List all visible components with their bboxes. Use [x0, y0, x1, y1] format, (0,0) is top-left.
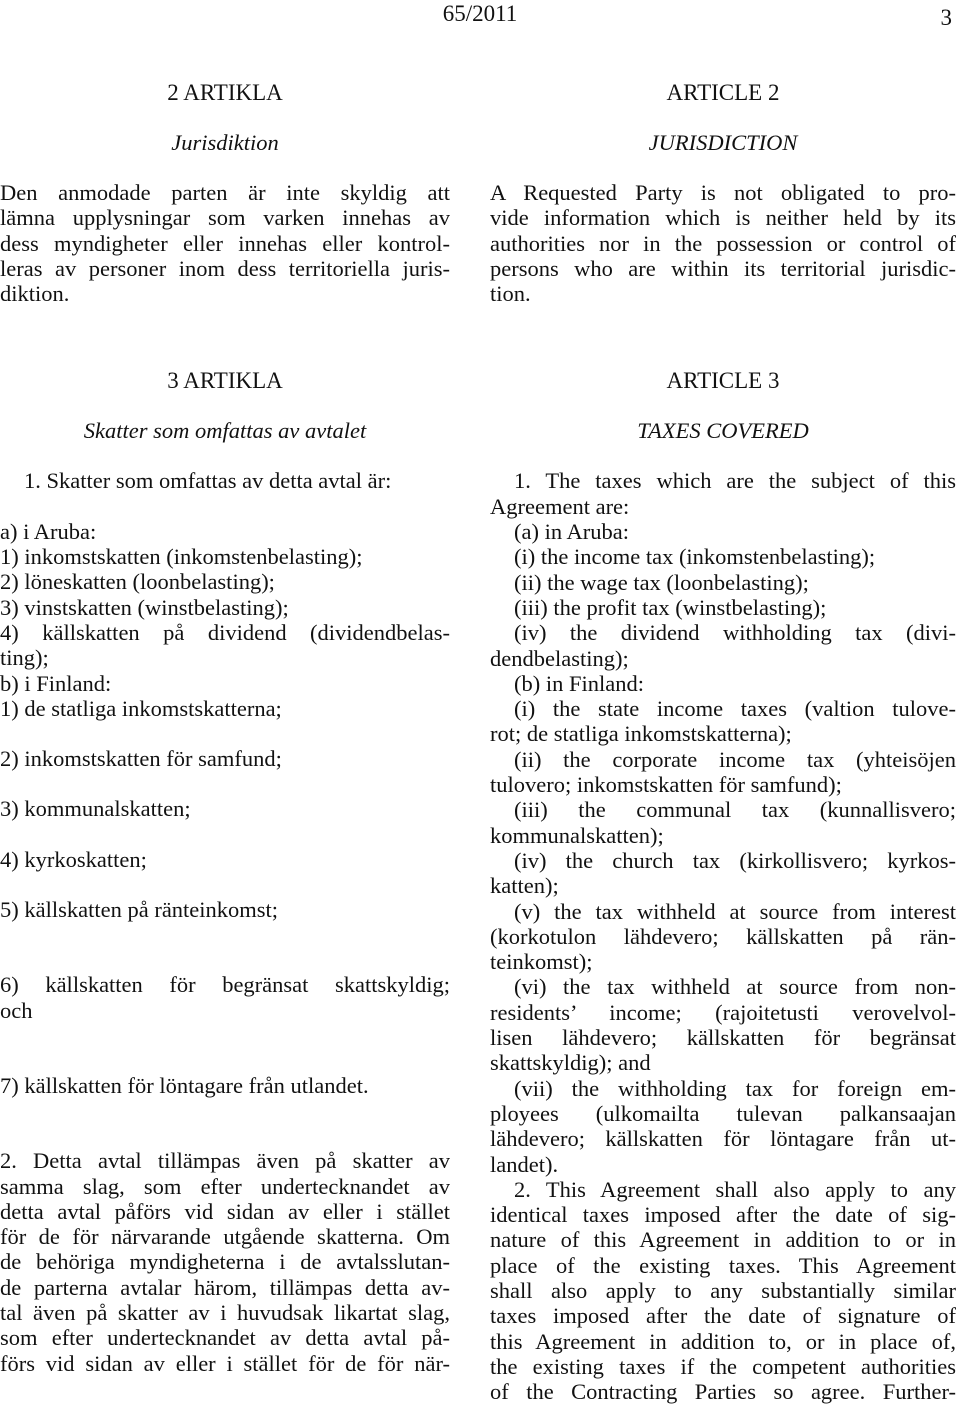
- text-line: 2. Detta avtal tillämpas även på skatter av: [0, 1148, 450, 1174]
- text-line: the existing taxes if the competent authorities: [490, 1353, 956, 1379]
- article-3-body-sv: [0, 468, 450, 1375]
- text-line: shall also apply to any substantially similar: [490, 1277, 956, 1303]
- list-item: (iv) the dividend withholding tax (divi-: [514, 620, 956, 646]
- list-item-cont: och: [0, 997, 33, 1023]
- text-line: nature of this Agreement in addition to or in: [490, 1227, 956, 1253]
- text-line: förs vid sidan av eller i stället för de för när-: [0, 1350, 450, 1376]
- article-2-body-en: [490, 180, 956, 306]
- text-line: som efter undertecknandet av detta avtal på-: [0, 1325, 450, 1351]
- page-number: 3: [940, 5, 952, 30]
- text-line: A Requested Party is not obligated to pro-: [490, 180, 956, 205]
- text-line: Agreement are:: [490, 493, 630, 519]
- article-3-subheading-en: TAXES COVERED: [637, 418, 809, 444]
- article-3-heading-en: ARTICLE 3: [666, 368, 780, 394]
- list-item: (iii) the profit tax (winstbelasting);: [514, 594, 827, 620]
- article-2-subheading-en: JURISDICTION: [648, 130, 798, 155]
- list-item: 2) inkomstskatten för samfund;: [0, 746, 282, 772]
- article-2-heading-en: ARTICLE 2: [666, 80, 780, 105]
- text-line: lämna upplysningar som varken innehas av: [0, 205, 450, 231]
- article-3-heading-sv: 3 ARTIKLA: [167, 368, 283, 394]
- list-item-cont: ployees (ulkomailta tulevan palkansaajan: [490, 1100, 956, 1126]
- list-item-cont: residents’ income; (rajoitetusti verovelvol-: [490, 999, 956, 1025]
- paragraph-1-intro: 1. The taxes which are the subject of this: [514, 468, 956, 494]
- list-item: (ii) the corporate income tax (yhteisöjen: [514, 746, 956, 772]
- list-item: (vi) the tax withheld at source from non-: [514, 974, 956, 1000]
- list-item-cont: lisen lähdevero; källskatten för begränsat: [490, 1025, 956, 1051]
- list-item-cont: (korkotulon lähdevero; källskatten på rän-: [490, 923, 956, 949]
- english-column: [490, 80, 956, 1404]
- list-item-cont: landet).: [490, 1151, 559, 1177]
- article-2-heading-sv: 2 ARTIKLA: [167, 80, 283, 105]
- list-item: 6) källskatten för begränsat skattskyldig;: [0, 972, 450, 998]
- list-item-cont: teinkomst);: [490, 949, 593, 975]
- text-line: 2. This Agreement shall also apply to any: [514, 1176, 956, 1202]
- list-item-cont: tulovero; inkomstskatten för samfund);: [490, 772, 842, 798]
- list-item: (ii) the wage tax (loonbelasting);: [514, 569, 809, 595]
- list-item: 5) källskatten på ränteinkomst;: [0, 897, 279, 923]
- finland-heading: b) i Finland:: [0, 670, 112, 696]
- list-item-cont: rot; de statliga inkomstskatterna);: [490, 721, 792, 747]
- swedish-column: [0, 80, 450, 1376]
- list-item: ting);: [0, 645, 49, 671]
- list-item-cont: lähdevero; källskatten för löntagare från ut-: [490, 1126, 956, 1152]
- text-line: detta avtal påförs vid sidan av eller i stället: [0, 1198, 450, 1224]
- list-item-cont: kommunalskatten);: [490, 822, 664, 848]
- text-line: tal även på skatter av i huvudsak likartat slag,: [0, 1300, 450, 1326]
- article-2-body-sv: [0, 180, 450, 306]
- text-line: samma slag, som efter undertecknandet av: [0, 1173, 450, 1199]
- list-item: 4) kyrkoskatten;: [0, 846, 147, 872]
- list-item: (v) the tax withheld at source from interest: [514, 898, 956, 924]
- list-item: 3) kommunalskatten;: [0, 796, 191, 822]
- list-item-cont: dendbelasting);: [490, 645, 629, 671]
- text-line: tion.: [490, 281, 531, 307]
- list-item: 1) inkomstskatten (inkomstenbelasting);: [0, 544, 363, 570]
- article-3-body-en: [490, 468, 956, 1404]
- text-line: this Agreement in addition to, or in place of,: [490, 1328, 956, 1354]
- text-line: of the Contracting Parties so agree. Further-: [490, 1379, 956, 1404]
- aruba-heading: a) i Aruba:: [0, 518, 97, 544]
- text-line: för de för närvarande utgående skatterna. Om: [0, 1224, 450, 1250]
- text-line: dess myndigheter eller innehas eller kontrol-: [0, 230, 450, 256]
- text-line: authorities nor in the possession or control of: [490, 230, 956, 256]
- text-line: persons who are within its territorial jurisdic-: [490, 255, 956, 281]
- list-item: 1) de statliga inkomstskatterna;: [0, 695, 282, 721]
- list-item: 4) källskatten på dividend (dividendbelas-: [0, 619, 450, 645]
- list-item: (iv) the church tax (kirkollisvero; kyrkos-: [514, 847, 956, 873]
- list-item: 2) löneskatten (loonbelasting);: [0, 569, 275, 595]
- text-line: de behöriga myndigheterna i de avtalsslutan-: [0, 1249, 450, 1275]
- list-item: 3) vinstskatten (winstbelasting);: [0, 594, 289, 620]
- list-item-cont: katten);: [490, 873, 559, 899]
- list-item: (iii) the communal tax (kunnallisvero;: [514, 797, 956, 823]
- text-line: de parterna avtalar härom, tillämpas detta av-: [0, 1274, 450, 1300]
- text-line: vide information which is neither held by its: [490, 205, 956, 231]
- page-header: [0, 0, 960, 34]
- paragraph-1-intro: 1. Skatter som omfattas av detta avtal är:: [24, 468, 392, 494]
- list-item: (i) the state income taxes (valtion tulove-: [514, 696, 956, 722]
- text-line: place of the existing taxes. This Agreement: [490, 1252, 956, 1278]
- list-item: (i) the income tax (inkomstenbelasting);: [514, 544, 876, 570]
- text-line: Den anmodade parten är inte skyldig att: [0, 180, 450, 205]
- list-item-cont: skattskyldig); and: [490, 1050, 651, 1076]
- article-2-subheading-sv: Jurisdiktion: [171, 130, 279, 155]
- aruba-heading: (a) in Aruba:: [514, 519, 629, 545]
- paragraph-2-sv: [0, 1148, 450, 1376]
- text-line: identical taxes imposed after the date of sig-: [490, 1202, 956, 1228]
- text-line: taxes imposed after the date of signature of: [490, 1303, 956, 1329]
- list-item: (vii) the withholding tax for foreign em-: [514, 1075, 956, 1101]
- finland-heading: (b) in Finland:: [514, 670, 644, 696]
- text-line: diktion.: [0, 281, 70, 307]
- text-line: leras av personer inom dess territoriella juris-: [0, 255, 450, 281]
- list-item: 7) källskatten för löntagare från utlandet.: [0, 1072, 369, 1098]
- article-3-subheading-sv: Skatter som omfattas av avtalet: [83, 418, 367, 444]
- issue-number: 65/2011: [442, 1, 518, 26]
- paragraph-2-en: [490, 1177, 956, 1404]
